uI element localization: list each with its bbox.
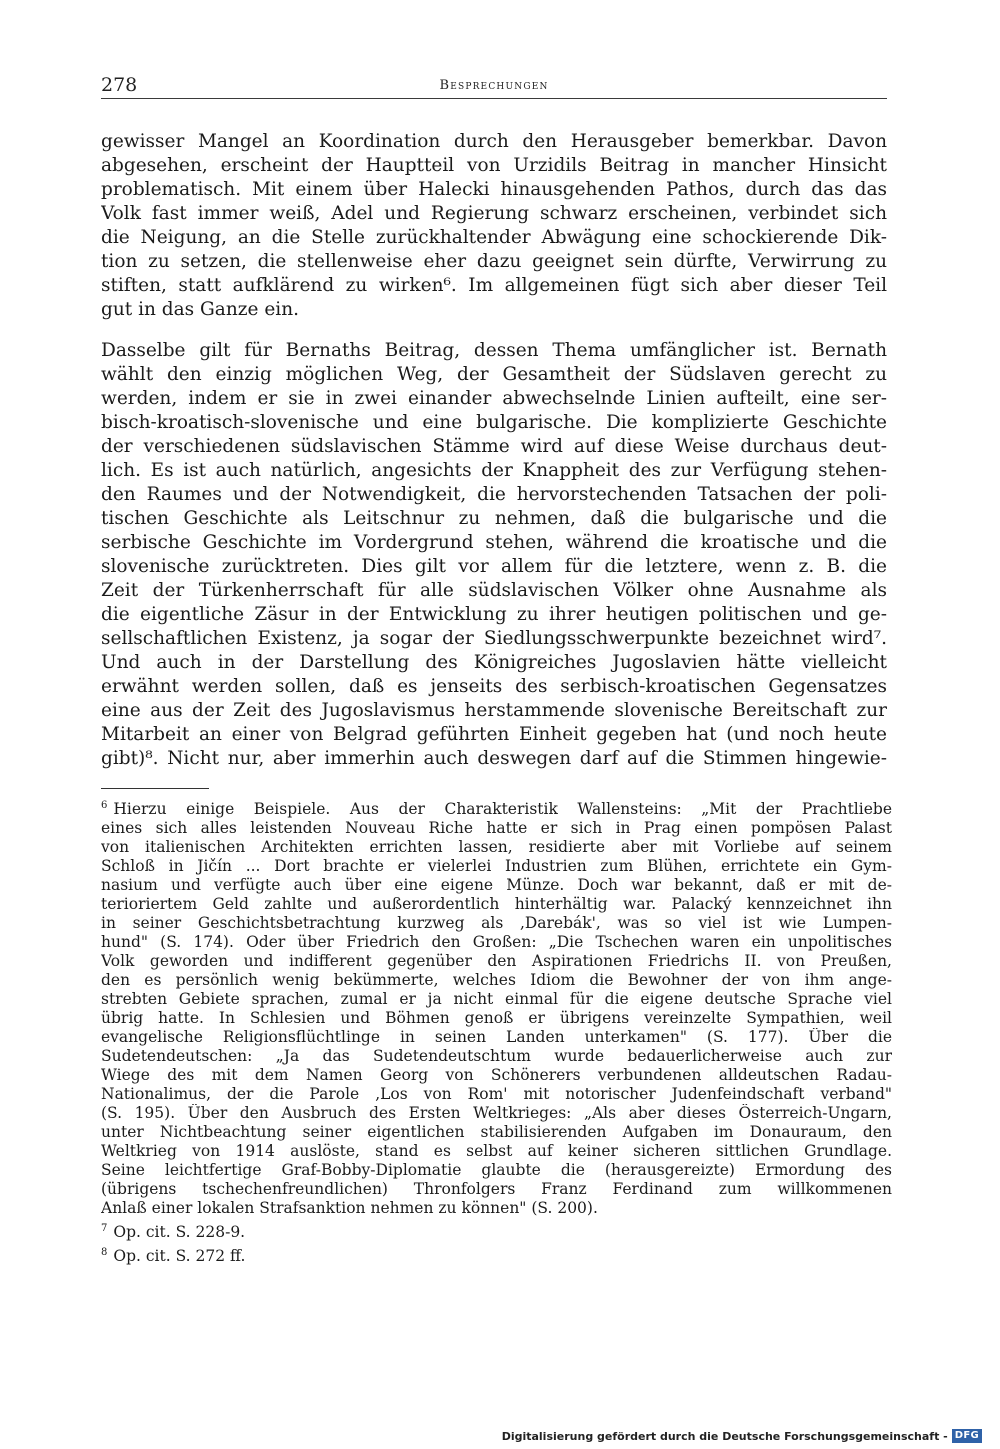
footnote-line: terioriertem Geld zahlte und außerordentlich hinterhältig war. Palacký kennzeichnet ihn [101, 895, 892, 913]
text-line: Mitarbeit an einer von Belgrad geführten Einheit gegeben hat (und noch heute [101, 724, 887, 745]
footnote-line: Seine leichtfertige Graf-Bobby-Diplomatie glaubte die (herausgereizte) Ermordung des [101, 1161, 892, 1179]
footnote-line: $^7$ Op. cit. S. 228-9. [101, 1223, 246, 1241]
text-line: stiften, statt aufklärend zu wirken⁶. Im allgemeinen fügt sich aber dieser Teil [101, 275, 887, 296]
footnote-line: von italienischen Architekten errichten lassen, residierte aber mit Vorliebe auf seinem [101, 838, 892, 856]
footnote-line: hund" (S. 174). Oder über Friedrich den Großen: „Die Tschechen waren ein unpolitisches [101, 933, 892, 951]
text-line: abgesehen, erscheint der Hauptteil von Urzidils Beitrag in mancher Hinsicht [101, 155, 887, 176]
page-number: 278 [101, 74, 138, 96]
footnote-line: Sudetendeutschen: „Ja das Sudetendeutschtum wurde bedauerlicherweise auch zur [101, 1047, 892, 1065]
footnote-line: Volk geworden und indifferent gegenüber den Aspirationen Friedrichs II. von Preußen, [101, 952, 892, 970]
digitization-footer [502, 1428, 982, 1444]
footnote-line: in seiner Geschichtsbetrachtung kurzweg als ‚Darebák', was so viel ist wie Lumpen- [101, 914, 892, 932]
funding-notice: Digitalisierung gefördert durch die Deutsche Forschungsgemeinschaft - [501, 1429, 948, 1443]
footnote-line: $^6$ Hierzu einige Beispiele. Aus der Charakteristik Wallensteins: „Mit der Prachtliebe [101, 800, 892, 818]
text-line: gut in das Ganze ein. [101, 299, 299, 320]
footnote-line: übrig hatte. In Schlesien und Böhmen genoß er übrigens vereinzelte Sympathien, weil [101, 1009, 892, 1027]
dfg-logo: DFG [952, 1429, 982, 1443]
footnote-marker: 7 [101, 1223, 108, 1234]
footnote-line: Schloß in Jičín ... Dort brachte er vielerlei Industrien zum Blühen, errichtete ein Gym- [101, 857, 892, 875]
running-title: Besprechungen [439, 78, 549, 93]
text-line: gibt)⁸. Nicht nur, aber immerhin auch deswegen darf auf die Stimmen hingewie- [101, 748, 887, 769]
footnote-marker: 6 [101, 800, 108, 811]
footnote-line: den es persönlich wenig bekümmerte, welches Idiom die Bewohner der von ihm ange- [101, 971, 892, 989]
footnote-line: Weltkrieg von 1914 auslöste, stand es selbst auf keiner sicheren sittlichen Grundlage. [101, 1142, 892, 1160]
text-line: slovenische zurücktreten. Dies gilt vor allem für die letztere, wenn z. B. die [101, 556, 887, 577]
footnotes [101, 800, 892, 1266]
text-line: eine aus der Zeit des Jugoslavismus herstammende slovenische Bereitschaft zur [101, 700, 887, 721]
text-line: erwähnt werden sollen, daß es jenseits des serbisch-kroatischen Gegensatzes [101, 676, 887, 697]
footnote-line: eines sich alles leistenden Nouveau Riche hatte er sich in Prag einen pompösen Palast [101, 819, 892, 837]
text-line: lich. Es ist auch natürlich, angesichts der Knappheit des zur Verfügung stehen- [101, 460, 887, 481]
text-line: problematisch. Mit einem über Halecki hinausgehenden Pathos, durch das das [101, 179, 887, 200]
text-line: bisch-kroatisch-slovenische und eine bulgarische. Die komplizierte Geschichte [101, 412, 887, 433]
footnote-line: (S. 195). Über den Ausbruch des Ersten Weltkrieges: „Als aber dieses Österreich-Ungarn, [101, 1104, 892, 1122]
paragraph [101, 339, 887, 771]
page-header [101, 74, 887, 99]
footnote-line: nasium und verfügte auch über eine eigene Münze. Doch war bekannt, daß er mit de- [101, 876, 892, 894]
text-line: Zeit der Türkenherrschaft für alle südslavischen Völker ohne Ausnahme als [101, 580, 887, 601]
text-line: wählt den einzig möglichen Weg, der Gesamtheit der Südslaven gerecht zu [101, 364, 887, 385]
text-line: der verschiedenen südslavischen Stämme wird auf diese Weise durchaus deut- [101, 436, 887, 457]
footnote-marker: 8 [101, 1247, 108, 1258]
text-line: die Neigung, an die Stelle zurückhaltender Abwägung eine schockierende Dik- [101, 227, 887, 248]
text-line: gewisser Mangel an Koordination durch den Herausgeber bemerkbar. Davon [101, 131, 887, 152]
footnote-line: evangelische Religionsflüchtlinge in seinen Landen unterkamen" (S. 177). Über die [101, 1028, 892, 1046]
footnote-line: (übrigens tschechenfreundlichen) Thronfolgers Franz Ferdinand zum willkommenen [101, 1180, 892, 1198]
body-text [101, 130, 887, 771]
footnote-line: $^8$ Op. cit. S. 272 ff. [101, 1247, 246, 1265]
text-line: tischen Geschichte als Leitschnur zu nehmen, daß die bulgarische und die [101, 508, 887, 529]
footnote-line: Nationalimus, der die Parole ‚Los von Rom' mit notorischer Judenfeindschaft verband" [101, 1085, 892, 1103]
footnote-7 [101, 1223, 892, 1242]
text-line: die eigentliche Zäsur in der Entwicklung zu ihrer heutigen politischen und ge- [101, 604, 887, 625]
text-line: den Raumes und der Notwendigkeit, die hervorstechenden Tatsachen der poli- [101, 484, 887, 505]
footnote-6 [101, 800, 892, 1218]
text-line: tion zu setzen, die stellenweise eher dazu geeignet sein dürfte, Verwirrung zu [101, 251, 887, 272]
text-line: Volk fast immer weiß, Adel und Regierung schwarz erscheinen, verbindet sich [101, 203, 887, 224]
footnote-line: Anlaß einer lokalen Strafsanktion nehmen zu können" (S. 200). [101, 1199, 598, 1217]
footnote-line: unter Nichtbeachtung seiner eigentlichen stabilisierenden Aufgaben im Donauraum, den [101, 1123, 892, 1141]
footnote-8 [101, 1247, 892, 1266]
text-line: Und auch in der Darstellung des Königreiches Jugoslavien hätte vielleicht [101, 652, 887, 673]
text-line: werden, indem er sie in zwei einander abwechselnde Linien aufteilt, eine ser- [101, 388, 887, 409]
text-line: sellschaftlichen Existenz, ja sogar der Siedlungsschwerpunkte bezeichnet wird⁷. [101, 628, 887, 649]
text-line: Dasselbe gilt für Bernaths Beitrag, dessen Thema umfänglicher ist. Bernath [101, 340, 887, 361]
text-line: serbische Geschichte im Vordergrund stehen, während die kroatische und die [101, 532, 887, 553]
footnote-line: Wiege des mit dem Namen Georg von Schönerers verbundenen alldeutschen Radau- [101, 1066, 892, 1084]
footnote-divider [101, 788, 209, 789]
footnote-line: strebten Gebiete sprachen, zumal er ja nicht einmal für die eigene deutsche Sprache viel [101, 990, 892, 1008]
paragraph [101, 130, 887, 322]
